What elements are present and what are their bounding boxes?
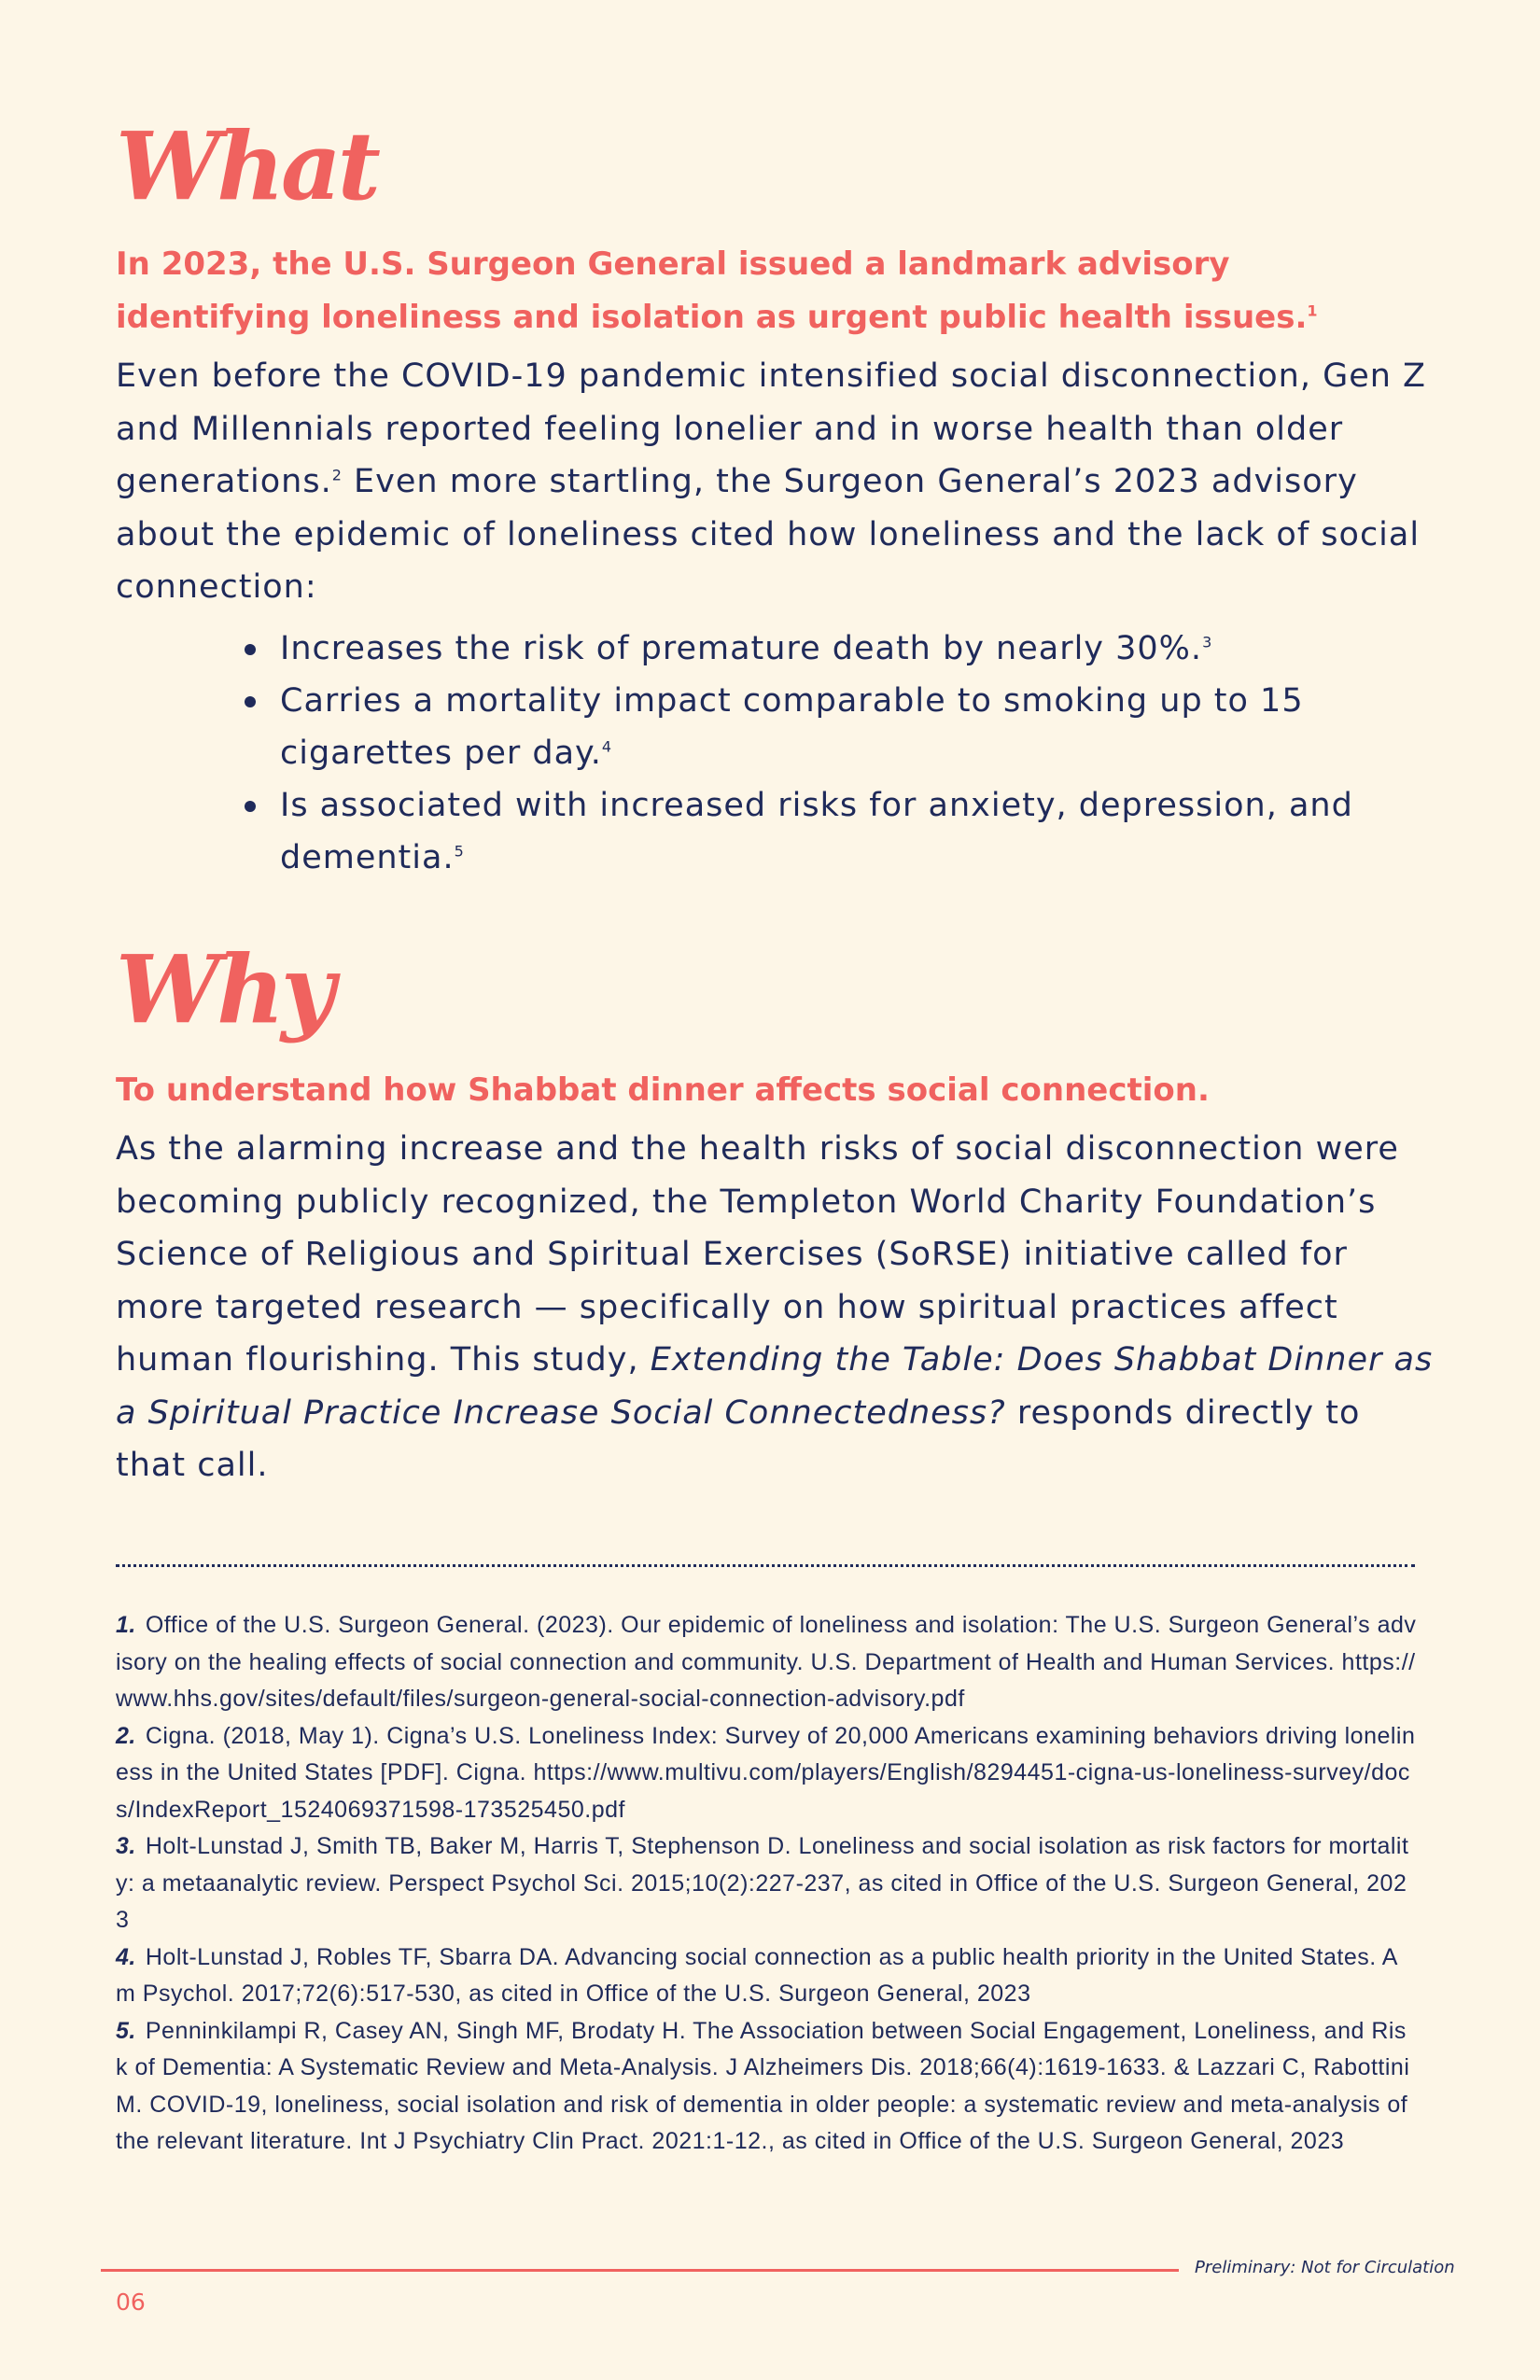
- footnote-number: 4.: [116, 1943, 136, 1970]
- bullet-dot-icon: [245, 696, 256, 707]
- bullet-item: [280, 779, 1400, 884]
- footnote-item: [116, 1607, 1418, 1718]
- why-lead: To understand how Shabbat dinner affects social connection.: [116, 1071, 1210, 1109]
- footnote-number: 2.: [116, 1722, 136, 1749]
- dotted-divider: [116, 1564, 1415, 1567]
- study-title: Extending the Table: Does Shabbat Dinner as a Spiritual Practice Increase Social Connectedness?: [116, 1341, 1434, 1432]
- bullet-text: Is associated with increased risks for anxiety, depression, and dementia.: [280, 787, 1353, 876]
- footnotes: [116, 1607, 1418, 2161]
- bullet-item: [280, 675, 1400, 779]
- footnote-ref-5: 5: [454, 842, 465, 861]
- what-paragraph-part2: Even more startling, the Surgeon General’s 2023 advisory about the epidemic of loneliness cited how loneliness and the lack of social connection:: [116, 463, 1421, 606]
- footnote-ref-3: 3: [1202, 633, 1213, 651]
- what-paragraph-part1: Even before the COVID-19 pandemic intensified social disconnection, Gen Z and Millennials reported feeling lonelier and in worse health than older generations.: [116, 357, 1427, 500]
- what-lead: [116, 238, 1422, 344]
- footnote-text: Cigna. (2018, May 1). Cigna’s U.S. Loneliness Index: Survey of 20,000 Americans examining behaviors driving loneliness in the United States [PDF]. Cigna. https://www.multivu.com/players/English/8294451-cigna-us-loneliness-survey/docs/IndexReport_1524069371598-173525450.pdf: [116, 1722, 1416, 1823]
- bullet-dot-icon: [245, 801, 256, 812]
- footnote-text: Penninkilampi R, Casey AN, Singh MF, Brodaty H. The Association between Social Engagement, Loneliness, and Risk of Dementia: A Systematic Review and Meta-Analysis. J Alzheimers Dis. 2018;66(4):1619-1633. & Lazzari C, Rabottini M. COVID-19, loneliness, social isolation and risk of dementia in older people: a systematic review and meta-analysis of the relevant literature. Int J Psychiatry Clin Pract. 2021:1-12., as cited in Office of the U.S. Surgeon General, 2023: [116, 2017, 1410, 2154]
- footnote-ref-4: 4: [601, 737, 613, 756]
- footnote-text: Holt-Lunstad J, Smith TB, Baker M, Harris T, Stephenson D. Loneliness and social isolation as risk factors for mortality: a metaanalytic review. Perspect Psychol Sci. 2015;10(2):227-237, as cited in Office of the U.S. Surgeon General, 2023: [116, 1833, 1409, 1933]
- why-paragraph: [116, 1123, 1441, 1492]
- bullet-text: Carries a mortality impact comparable to smoking up to 15 cigarettes per day.: [280, 682, 1304, 772]
- circulation-note: Preliminary: Not for Circulation: [1195, 2258, 1455, 2277]
- bullet-text: Increases the risk of premature death by nearly 30%.: [280, 630, 1203, 667]
- footnote-number: 5.: [116, 2017, 136, 2044]
- why-heading: Why: [116, 934, 332, 1044]
- why-paragraph-part2: responds directly to that call.: [116, 1393, 1361, 1484]
- footnote-ref-2: 2: [331, 466, 343, 484]
- footnote-text: Holt-Lunstad J, Robles TF, Sbarra DA. Advancing social connection as a public health priority in the United States. Am Psychol. 2017;72(6):517-530, as cited in Office of the U.S. Surgeon General, 2023: [116, 1943, 1398, 2007]
- what-heading: What: [116, 111, 377, 221]
- bullet-dot-icon: [245, 644, 256, 655]
- why-paragraph-part1: As the alarming increase and the health risks of social disconnection were becoming publicly recognized, the Templeton World Charity Foundation’s Science of Religious and Spiritual Exercises (SoRSE) initiative called for more targeted research — specifically on how spiritual practices affect human flourishing. This study,: [116, 1130, 1399, 1379]
- footnote-text: Office of the U.S. Surgeon General. (2023). Our epidemic of loneliness and isolation: The U.S. Surgeon General’s advisory on the healing effects of social connection and community. U.S. Department of Health and Human Services. https://www.hhs.gov/sites/default/files/surgeon-general-social-connection-advisory.pdf: [116, 1612, 1417, 1712]
- bullet-item: [280, 623, 1400, 675]
- what-lead-text: In 2023, the U.S. Surgeon General issued a landmark advisory identifying loneliness and isolation as urgent public health issues.: [116, 245, 1308, 336]
- risk-bullet-list: [280, 623, 1400, 884]
- what-paragraph: [116, 350, 1441, 614]
- footnote-number: 3.: [116, 1833, 136, 1859]
- footnote-number: 1.: [116, 1612, 136, 1638]
- footnote-item: [116, 1718, 1418, 1829]
- footer-rule: [101, 2269, 1179, 2272]
- footnote-item: [116, 1828, 1418, 1939]
- footnote-ref-1: 1: [1307, 301, 1318, 320]
- footnote-item: [116, 2013, 1418, 2161]
- page-number: 06: [116, 2289, 146, 2316]
- footnote-item: [116, 1939, 1418, 2013]
